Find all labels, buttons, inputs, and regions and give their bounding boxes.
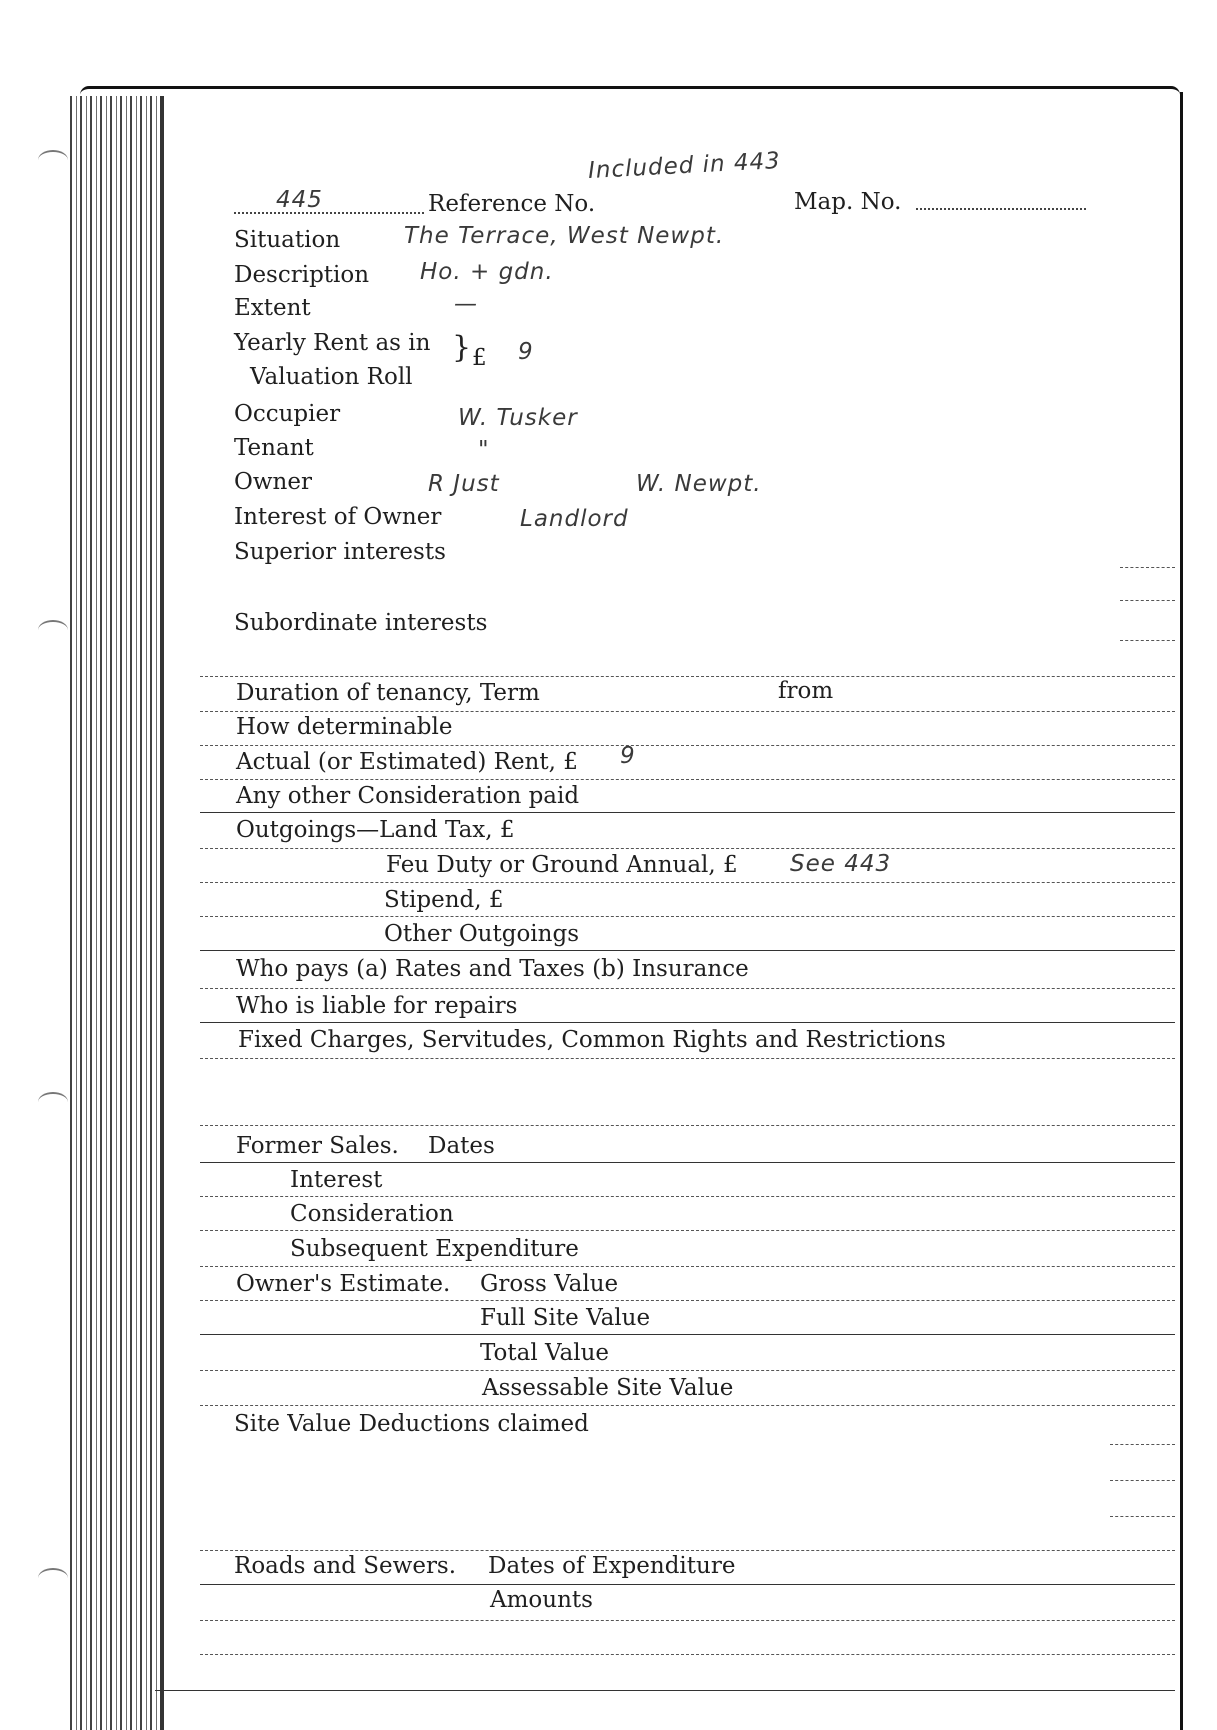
yearly-rent-currency: £ [472, 345, 487, 371]
owner-address: W. Newpt. [636, 471, 762, 497]
form-rule [1110, 1480, 1175, 1481]
form-rule [200, 1125, 1175, 1126]
form-rule [200, 812, 1175, 813]
book-top-edge [80, 86, 1180, 95]
binder-ring-mark [38, 1092, 68, 1112]
form-rule [1110, 1444, 1175, 1445]
form-rule [200, 1334, 1175, 1335]
yearly-rent-label-line1: Yearly Rent as in [234, 330, 431, 356]
stipend-label: Stipend, £ [384, 887, 504, 913]
form-rule [200, 988, 1175, 989]
form-rule [200, 1058, 1175, 1059]
handwritten-note: Included in 443 [587, 147, 782, 185]
who-pays-label: Who pays (a) Rates and Taxes (b) Insurance [236, 956, 749, 982]
form-rule [200, 745, 1175, 746]
situation-label: Situation [234, 227, 341, 253]
former-sales-dates-label: Dates [428, 1133, 495, 1159]
form-rule [1120, 567, 1175, 568]
interest-of-owner-label: Interest of Owner [234, 504, 442, 530]
reference-label: Reference No. [428, 191, 596, 217]
situation-value: The Terrace, West Newpt. [404, 223, 725, 249]
site-value-deductions-label: Site Value Deductions claimed [234, 1411, 589, 1437]
owner-label: Owner [234, 469, 312, 495]
roads-sewers-label: Roads and Sewers. [234, 1553, 457, 1579]
amounts-label: Amounts [490, 1587, 593, 1613]
description-value: Ho. + gdn. [420, 259, 554, 285]
form-rule [200, 1230, 1175, 1231]
form-rule [200, 848, 1175, 849]
map-dotted-line [916, 208, 1086, 210]
yearly-rent-label-line2: Valuation Roll [250, 364, 413, 390]
fixed-charges-label: Fixed Charges, Servitudes, Common Rights and Restrictions [238, 1027, 946, 1053]
total-value-label: Total Value [480, 1340, 610, 1366]
gross-value-label: Gross Value [480, 1271, 619, 1297]
tenant-label: Tenant [234, 435, 314, 461]
subordinate-interests-label: Subordinate interests [234, 610, 488, 636]
interest-of-owner-value: Landlord [520, 506, 629, 532]
form-rule [200, 779, 1175, 780]
occupier-label: Occupier [234, 401, 341, 427]
subsequent-expenditure-label: Subsequent Expenditure [290, 1236, 579, 1262]
other-outgoings-label: Other Outgoings [384, 921, 580, 947]
former-sales-label: Former Sales. [236, 1133, 399, 1159]
duration-label: Duration of tenancy, Term [236, 680, 540, 706]
owner-value: R Just [428, 471, 500, 497]
outgoings-land-tax-label: Outgoings—Land Tax, £ [236, 817, 515, 843]
other-consideration-label: Any other Consideration paid [236, 783, 580, 809]
superior-interests-label: Superior interests [234, 539, 446, 565]
form-rule [200, 1584, 1175, 1585]
actual-rent-label: Actual (or Estimated) Rent, £ [236, 749, 578, 775]
reference-value: 445 [276, 187, 323, 213]
book-spine [70, 96, 160, 1730]
form-rule [200, 1266, 1175, 1267]
form-rule [200, 882, 1175, 883]
description-label: Description [234, 262, 370, 288]
interest-label: Interest [290, 1167, 383, 1193]
occupier-value: W. Tusker [458, 405, 578, 431]
form-rule [200, 1022, 1175, 1023]
form-rule [1110, 1516, 1175, 1517]
form-rule [200, 1162, 1175, 1163]
assessable-site-value-label: Assessable Site Value [482, 1375, 734, 1401]
form-rule [200, 1550, 1175, 1551]
owners-estimate-label: Owner's Estimate. [236, 1271, 451, 1297]
feu-duty-value: See 443 [790, 851, 892, 877]
form-rule [155, 1690, 1175, 1691]
form-rule [200, 1405, 1175, 1406]
extent-label: Extent [234, 295, 311, 321]
map-label: Map. No. [794, 189, 902, 215]
form-rule [200, 916, 1175, 917]
actual-rent-value: 9 [620, 743, 636, 769]
consideration-label: Consideration [290, 1201, 454, 1227]
form-rule [200, 1196, 1175, 1197]
form-rule [200, 711, 1175, 712]
form-rule [1120, 600, 1175, 601]
form-rule [200, 1620, 1175, 1621]
form-rule [200, 1300, 1175, 1301]
reference-dotted-line [234, 212, 424, 214]
yearly-rent-value: 9 [518, 339, 534, 365]
how-determinable-label: How determinable [236, 714, 453, 740]
binder-ring-mark [38, 1568, 68, 1588]
duration-from-label: from [778, 678, 834, 704]
form-rule [200, 676, 1175, 677]
brace: } [452, 330, 472, 365]
binder-ring-mark [38, 620, 68, 640]
form-rule [200, 950, 1175, 951]
repairs-label: Who is liable for repairs [236, 993, 518, 1019]
form-rule [200, 1370, 1175, 1371]
form-rule [1120, 640, 1175, 641]
form-rule [200, 1654, 1175, 1655]
feu-duty-label: Feu Duty or Ground Annual, £ [386, 852, 738, 878]
extent-value: — [454, 291, 478, 317]
book-right-edge [1180, 92, 1183, 1730]
binder-ring-mark [38, 150, 68, 170]
full-site-value-label: Full Site Value [480, 1305, 651, 1331]
roads-dates-of-expenditure-label: Dates of Expenditure [488, 1553, 736, 1579]
tenant-value: " [478, 437, 490, 463]
